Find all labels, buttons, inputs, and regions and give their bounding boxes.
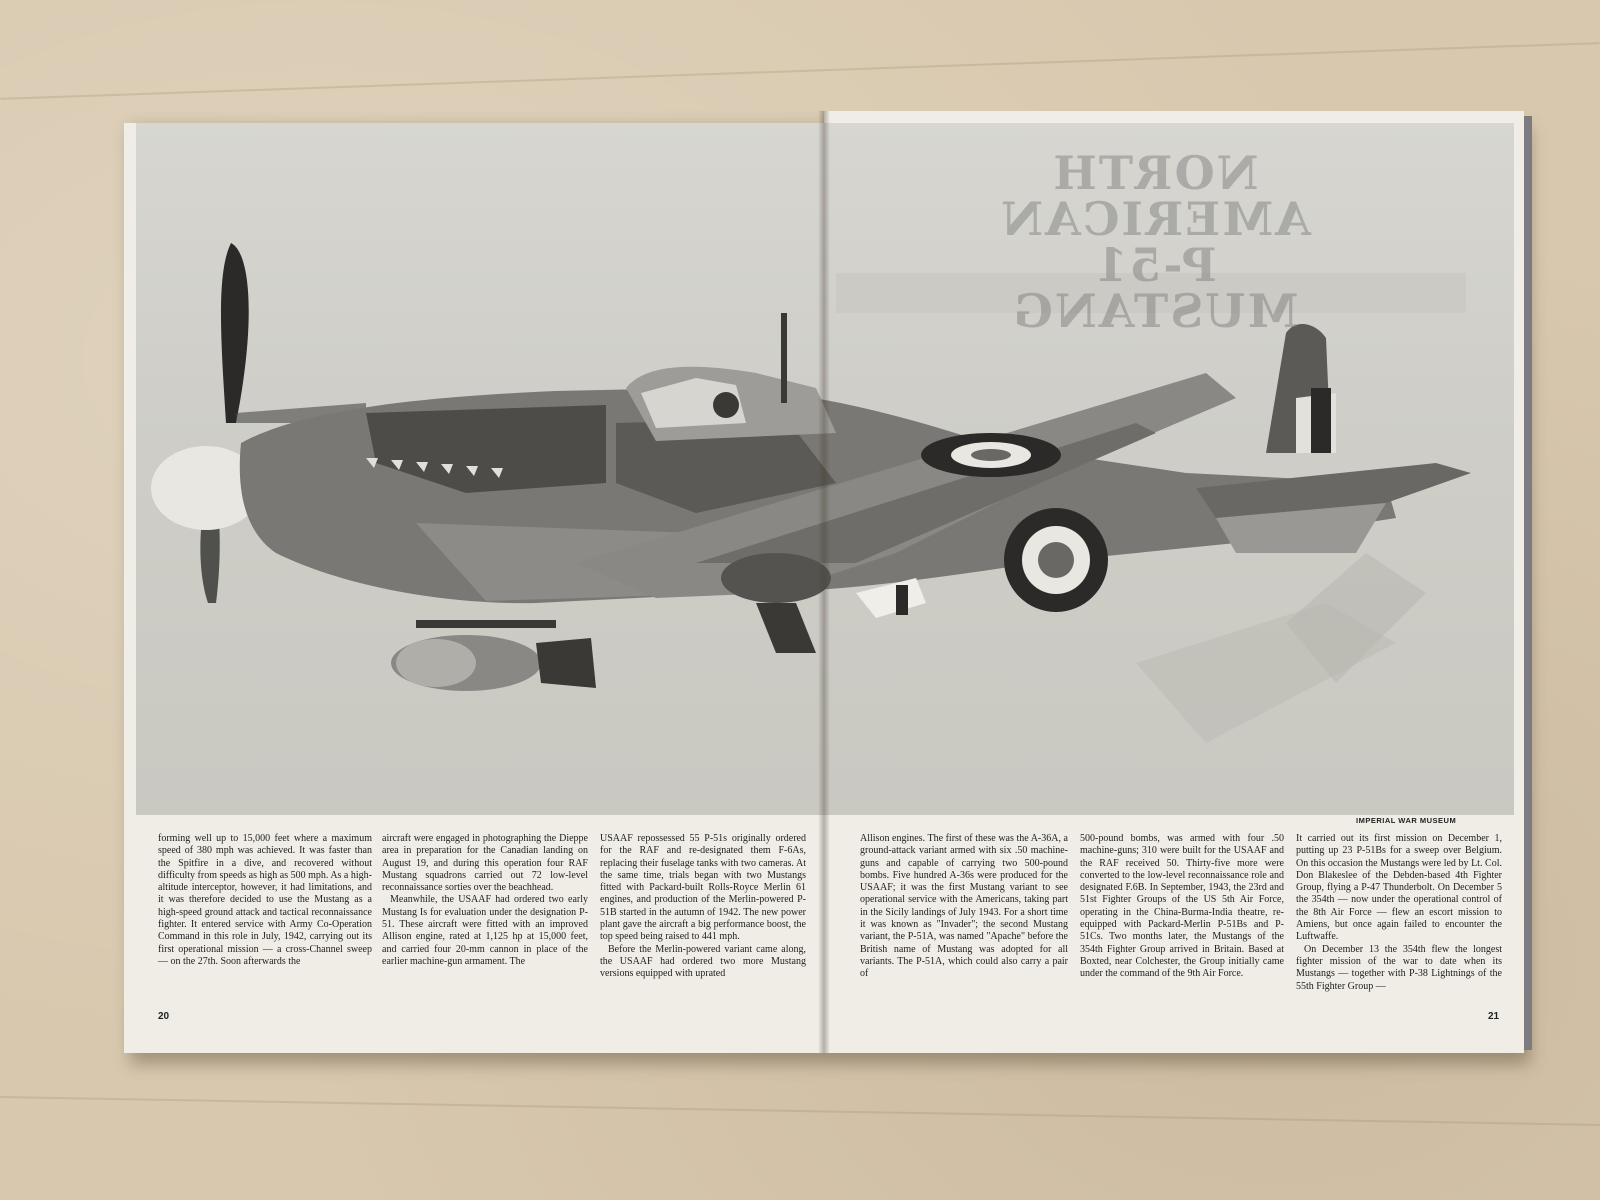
left-column-2 xyxy=(382,833,588,968)
ghost-title-line2: P-51 MUSTANG xyxy=(1011,238,1299,338)
spine-fold xyxy=(818,111,830,1053)
paragraph: Meanwhile, the USAAF had ordered two early Mustang Is for evaluation under the designation P-51. These aircraft were fitted with an improved Allison engine, rated at 1,125 hp at 15,000 feet, and carried four 20-mm cannon in place of the earlier machine-gun armament. The xyxy=(382,894,588,967)
photo-credit: IMPERIAL WAR MUSEUM xyxy=(1356,816,1457,825)
right-column-3 xyxy=(1296,833,1502,993)
paragraph: Allison engines. The first of these was the A-36A, a ground-attack variant armed with six .50 machine-guns and capable of carrying two 500-pound bombs. Five hundred A-36s were produced for the USAAF; it was the first Mustang variant to see operational service with the Americans, taking part in the Sicily landings of July 1943. For a short time it was known as "Invader"; the second Mustang variant, the P-51A, was named "Apache" before the British name of Mustang was adopted for all variants. The P-51A, which could also carry a pair of xyxy=(860,833,1068,980)
paragraph: USAAF repossessed 55 P-51s originally ordered for the RAF and re-designated them F-6As, replacing their fuselage tanks with two cameras. At the same time, trials began with two Mustangs fitted with Packard-built Rolls-Royce Merlin 61 engines, and production of the Merlin-powered P-51B started in the autumn of 1942. The new power plant gave the aircraft a big performance boost, the top speed being raised to 441 mph. xyxy=(600,833,806,943)
paragraph: Before the Merlin-powered variant came along, the USAAF had ordered two more Mustang versions equipped with uprated xyxy=(600,943,806,980)
page-edge xyxy=(1524,116,1532,1050)
ghost-title-line1: NORTH AMERICAN xyxy=(999,146,1311,246)
paragraph: aircraft were engaged in photographing the Dieppe area in preparation for the Canadian landing on August 19, and during this operation four RAF Mustang squadrons carried out 72 low-level reconnaissance sorties over the beachhead. xyxy=(382,833,588,894)
right-column-1 xyxy=(860,833,1068,981)
paragraph: On December 13 the 354th flew the longest fighter mission of the war to date when its Mustangs — together with P-38 Lightnings of the 55th Fighter Group — xyxy=(1296,943,1502,992)
right-column-2 xyxy=(1080,833,1284,981)
paragraph: It carried out its first mission on December 1, putting up 23 P-51Bs for a sweep over Belgium. On this occasion the Mustangs were led by Lt. Col. Don Blakeslee of the Debden-based 4th Fighter Group, flying a P-47 Thunderbolt. On December 5 the 354th — now under the operational control of the 8th Air Force — flew an escort mission to Amiens, but once again failed to encounter the Luftwaffe. xyxy=(1296,833,1502,943)
paragraph: 500-pound bombs, was armed with four .50 machine-guns; 310 were built for the USAAF and the RAF received 50. Thirty-five more were converted to the low-level reconnaissance role and designated F.6B. In September, 1943, the 23rd and 51st Fighter Groups of the US 5th Air Force, operating in the China-Burma-India theatre, re-equipped with Packard-Merlin P-51Bs and P-51Cs. Two months later, the Mustangs of the 354th Fighter Group arrived in Britain. Based at Boxted, near Colchester, the Group initially came under the command of the 9th Air Force. xyxy=(1080,833,1284,980)
right-page-number: 21 xyxy=(1488,1011,1500,1022)
show-through-title xyxy=(960,146,1350,338)
left-column-3 xyxy=(600,833,806,981)
paragraph: forming well up to 15,000 feet where a maximum speed of 380 mph was achieved. It was faster than the Spitfire in a dive, and recovered without difficulty from speeds as high as 500 mph. As a high-altitude interceptor, however, it had limitations, and it was therefore decided to use the Mustang as a high-speed ground attack and tactical reconnaissance fighter. It entered service with Army Co-Operation Command in this role in July, 1942, carrying out its first operational mission — a cross-Channel sweep — on the 27th. Soon afterwards the xyxy=(158,833,372,967)
left-page-number: 20 xyxy=(158,1011,170,1022)
left-column-1 xyxy=(158,833,372,968)
